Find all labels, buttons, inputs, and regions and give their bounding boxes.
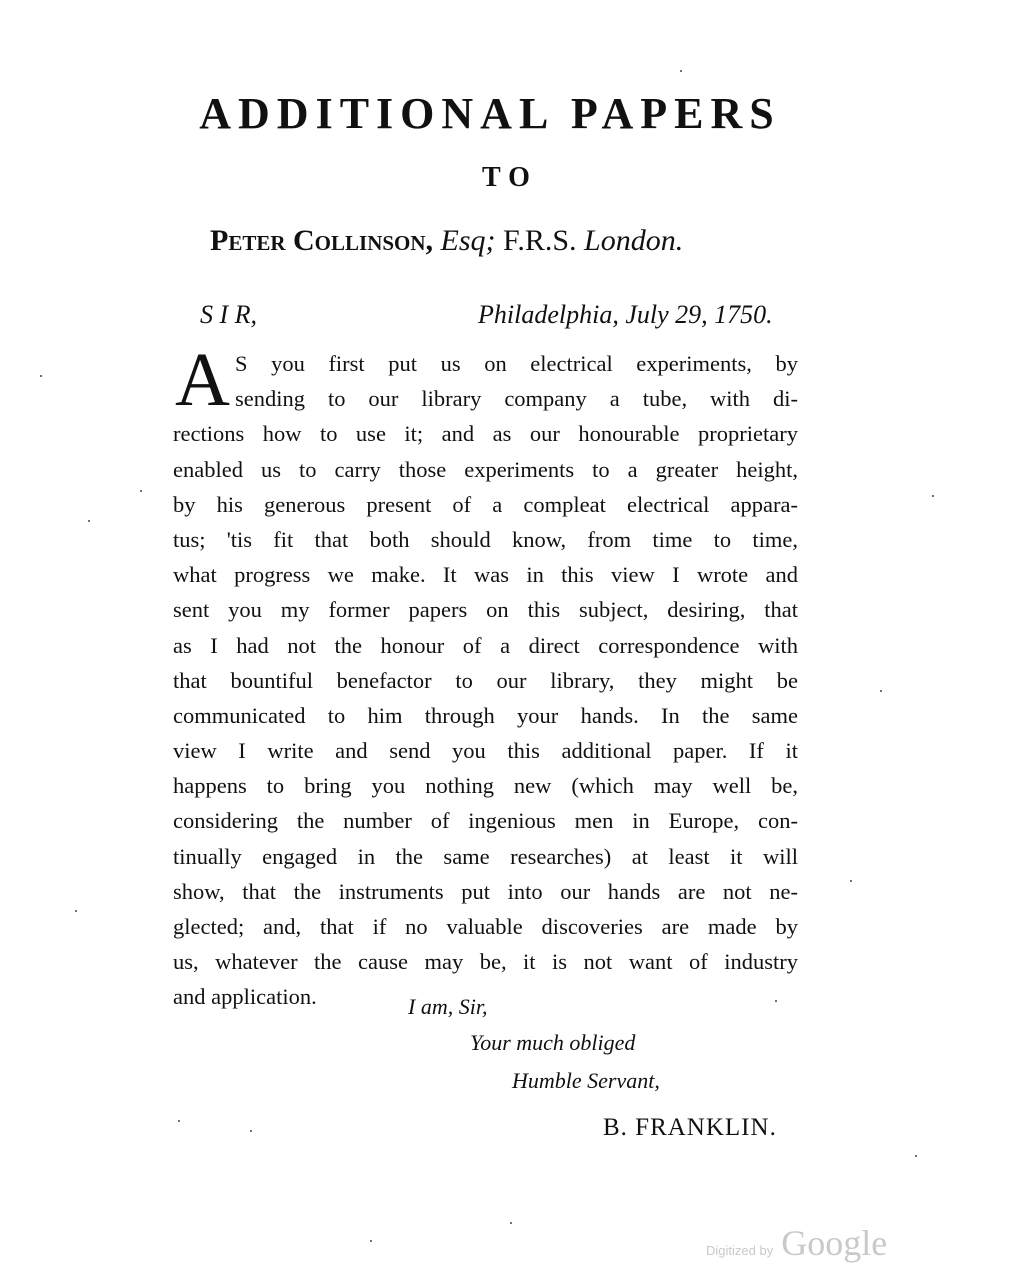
addressee-frs: F.R.S. [503, 224, 577, 257]
scan-speck [915, 1155, 917, 1157]
closing-line-3: Humble Servant, [512, 1068, 660, 1093]
scan-speck [178, 1120, 180, 1122]
scan-speck [880, 690, 882, 692]
scan-speck [850, 880, 852, 882]
signature: B. FRANKLIN. [603, 1114, 777, 1141]
body-line: considering the number of ingenious men in Europe, con- [173, 808, 798, 834]
body-line: sending to our library company a tube, with di- [235, 386, 798, 412]
body-line: enabled us to carry those experiments to a greater height, [173, 456, 798, 482]
salutation: S I R, [200, 300, 258, 329]
dateline: Philadelphia, July 29, 1750. [478, 300, 773, 329]
scan-speck [140, 490, 142, 492]
closing-line-2: Your much obliged [470, 1030, 636, 1055]
scan-speck [75, 910, 77, 912]
addressee-place: London. [584, 224, 684, 257]
opening-lines [173, 338, 798, 422]
body-line: sent you my former papers on this subject, desiring, that [173, 597, 798, 623]
watermark-prefix: Digitized by [706, 1243, 774, 1258]
scan-speck [775, 1000, 777, 1002]
body-line: that bountiful benefactor to our library, they might be [173, 667, 798, 693]
letter-body [173, 338, 798, 1015]
body-line: tus; 'tis fit that both should know, from time to time, [173, 526, 798, 552]
body-line: us, whatever the cause may be, it is not want of industry [173, 949, 798, 975]
scan-speck [510, 1222, 512, 1224]
scan-speck [40, 375, 42, 377]
scan-speck [250, 1130, 252, 1132]
title-to: TO [482, 162, 538, 193]
body-line: view I write and send you this additional paper. If it [173, 738, 798, 764]
body-line: S you first put us on electrical experiments, by [235, 351, 798, 376]
scan-speck [88, 520, 90, 522]
body-line: tinually engaged in the same researches) at least it will [173, 843, 798, 869]
scan-speck [932, 495, 934, 497]
scan-speck [370, 1240, 372, 1242]
drop-cap: A [175, 338, 230, 422]
watermark-logo: Google [781, 1223, 888, 1263]
addressee-esq: Esq; [440, 224, 496, 257]
page-title: ADDITIONAL PAPERS [199, 89, 781, 138]
body-line: by his generous present of a compleat electrical appara- [173, 491, 798, 517]
closing-line-1: I am, Sir, [408, 994, 488, 1019]
body-line: communicated to him through your hands. In the same [173, 702, 798, 728]
body-line: show, that the instruments put into our hands are not ne- [173, 878, 798, 904]
body-line: what progress we make. It was in this view I wrote and [173, 562, 798, 588]
body-line: happens to bring you nothing new (which may well be, [173, 773, 798, 799]
body-line: rections how to use it; and as our honourable proprietary [173, 421, 798, 447]
addressee-line [210, 224, 683, 258]
body-line-last: and application. [173, 984, 317, 1010]
body-line: as I had not the honour of a direct correspondence with [173, 632, 798, 658]
body-line: glected; and, that if no valuable discoveries are made by [173, 914, 798, 940]
scan-speck [680, 70, 682, 72]
addressee-name: Peter Collinson, [210, 224, 434, 257]
digitization-watermark [706, 1222, 887, 1264]
